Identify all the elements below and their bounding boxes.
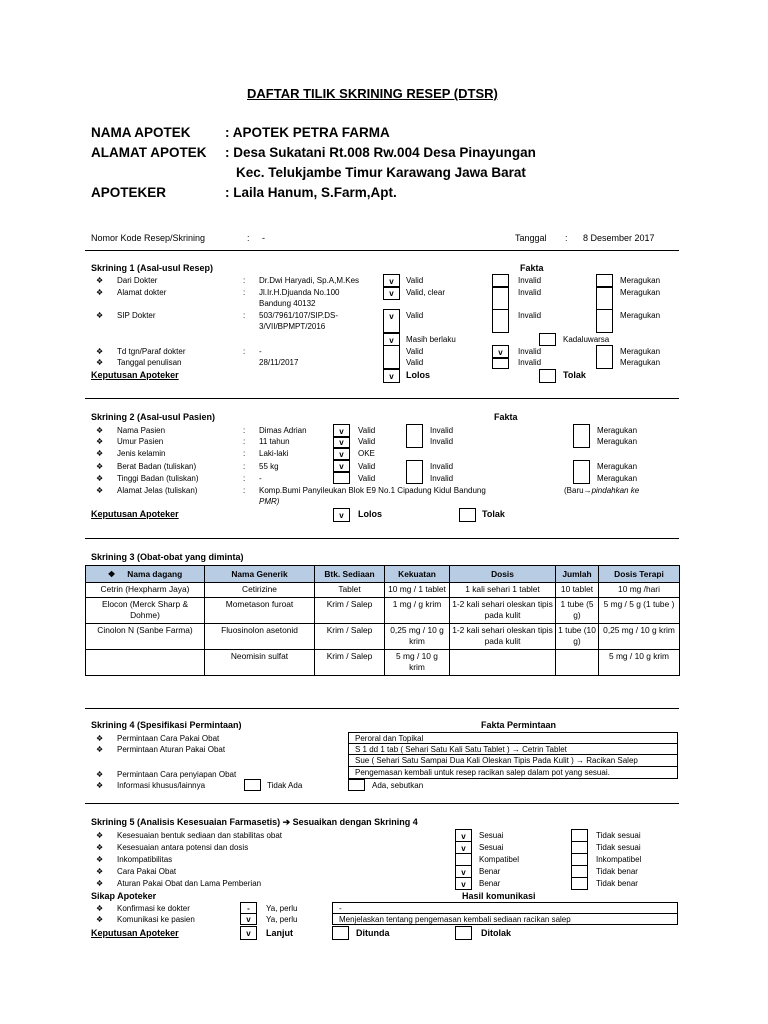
checkbox-benar[interactable]: v — [455, 865, 472, 878]
bullet-icon: ❖ — [96, 843, 104, 852]
table-cell: Neomisin sulfat — [205, 649, 315, 675]
fakta-aturan-pakai-1: S 1 dd 1 tab ( Sehari Satu Kali Satu Tablet ) → Cetrin Tablet — [348, 743, 678, 755]
s1-invalid: Invalid — [518, 276, 542, 285]
table-row — [86, 597, 680, 623]
checkbox-kadaluwarsa[interactable] — [539, 333, 556, 346]
s1-meragukan: Meragukan — [620, 276, 661, 285]
s2-label: Berat Badan (tuliskan) — [117, 462, 197, 471]
s1-colon: : — [243, 288, 246, 297]
checkbox-valid[interactable]: v — [383, 286, 400, 300]
table-cell: 1-2 kali sehari oleskan tipis pada kulit — [450, 597, 556, 623]
table-cell: 0,25 mg / 10 g krim — [599, 623, 680, 649]
table-cell: 1 kali sehari 1 tablet — [450, 583, 556, 598]
table-cell: Krim / Salep — [315, 623, 385, 649]
s2-lolos: Lolos — [358, 509, 382, 519]
s5-heading: Skrining 5 (Analisis Kesesuaian Farmasetis) ➔ Sesuaikan dengan Skrining 4 — [91, 817, 418, 827]
tanggal-colon: : — [565, 233, 568, 243]
s1-value-2: 3/VII/BPMPT/2016 — [259, 322, 326, 331]
s2-meragukan: Meragukan — [597, 426, 638, 435]
s3-heading: Skrining 3 (Obat-obat yang diminta) — [91, 552, 244, 562]
konfirmasi-label: Konfirmasi ke dokter — [117, 904, 190, 913]
checkbox-tidak-ada[interactable] — [244, 779, 261, 791]
bullet-icon: ❖ — [96, 770, 104, 779]
s1-valid: Valid — [406, 311, 424, 320]
arrow-right-icon: → — [576, 756, 585, 765]
s2-invalid: Invalid — [430, 426, 454, 435]
s2-value: - — [259, 474, 262, 483]
checkbox-invalid[interactable]: v — [492, 345, 509, 358]
checkbox-meragukan[interactable] — [596, 286, 613, 310]
s2-value-2: PMR) — [259, 497, 280, 506]
table-header: Kekuatan — [385, 566, 450, 583]
table-cell: Krim / Salep — [315, 649, 385, 675]
s2-value: 55 kg — [259, 462, 279, 471]
s5-label: Kesesuaian antara potensi dan dosis — [117, 843, 249, 852]
checkbox-ditolak[interactable] — [455, 926, 472, 940]
bullet-icon: ❖ — [96, 745, 104, 754]
s2-label: Jenis kelamin — [117, 449, 166, 458]
bullet-icon: ❖ — [96, 474, 104, 483]
s5-lanjut: Lanjut — [266, 928, 293, 938]
fakta-aturan-pakai-2: Sue ( Sehari Satu Sampai Dua Kali Oleskan Tipis Pada Kulit ) → Racikan Salep — [348, 754, 678, 767]
s2-valid: Valid — [358, 474, 376, 483]
s1-label: Td tgn/Paraf dokter — [117, 347, 186, 356]
s1-label: SIP Dokter — [117, 311, 156, 320]
s5-c1: Benar — [479, 867, 501, 876]
s2-meragukan: Meragukan — [597, 462, 638, 471]
s2-colon: : — [243, 437, 246, 446]
s2-fakta: Fakta — [494, 412, 518, 422]
s5-c2: Tidak sesuai — [596, 843, 641, 852]
hasil-komunikasi: Hasil komunikasi — [462, 891, 536, 901]
bullet-icon: ❖ — [96, 437, 104, 446]
alamat-apotek-label: ALAMAT APOTEK — [91, 145, 207, 160]
s2-label: Alamat Jelas (tuliskan) — [117, 486, 198, 495]
checkbox-lanjut[interactable]: v — [240, 926, 257, 940]
s2-invalid: Invalid — [430, 462, 454, 471]
s2-label: Umur Pasien — [117, 437, 164, 446]
nama-apotek-value: : APOTEK PETRA FARMA — [225, 125, 390, 140]
checkbox-ditunda[interactable] — [332, 926, 349, 940]
sikap-apoteker: Sikap Apoteker — [91, 891, 157, 901]
checkbox-valid[interactable] — [383, 345, 400, 369]
s2-meragukan: Meragukan — [597, 437, 638, 446]
table-header: Btk. Sediaan — [315, 566, 385, 583]
checkbox-valid[interactable]: v — [383, 309, 400, 333]
checkbox-valid[interactable]: v — [333, 436, 350, 448]
s2-colon: : — [243, 426, 246, 435]
table-cell: Mometason furoat — [205, 597, 315, 623]
s4-label: Informasi khusus/lainnya — [117, 781, 206, 790]
checkbox-invalid[interactable] — [492, 358, 509, 369]
checkbox-valid[interactable]: v — [333, 460, 350, 472]
arrow-right-icon: → — [583, 486, 592, 495]
s5-label: Kesesuaian bentuk sediaan dan stabilitas obat — [117, 831, 283, 840]
s5-ditolak: Ditolak — [481, 928, 512, 938]
checkbox-oke[interactable]: v — [333, 448, 350, 460]
checkbox-meragukan[interactable] — [573, 460, 590, 484]
s1-meragukan: Meragukan — [620, 347, 661, 356]
s1-label: Dari Dokter — [117, 276, 158, 285]
bullet-icon: ❖ — [96, 879, 104, 888]
s1-lolos: Lolos — [406, 370, 430, 380]
checkbox-komunikasi[interactable]: v — [240, 913, 257, 925]
bullet-icon: ❖ — [96, 426, 104, 435]
table-cell: Cetirizine — [205, 583, 315, 598]
checkbox-lolos[interactable]: v — [383, 369, 400, 383]
s1-invalid: Invalid — [518, 311, 542, 320]
bullet-icon: ❖ — [96, 855, 104, 864]
alamat-apotek-value-1: : Desa Sukatani Rt.008 Rw.004 Desa Pinayungan — [225, 145, 536, 160]
tanggal-label: Tanggal — [515, 233, 547, 243]
hasil-konfirmasi: - — [332, 902, 678, 914]
bullet-icon: ❖ — [96, 486, 104, 495]
table-cell: Tablet — [315, 583, 385, 598]
s1-value: 503/7961/107/SIP.DS- — [259, 311, 339, 320]
s1-masih-berlaku: Masih berlaku — [406, 335, 456, 344]
checkbox-tolak[interactable] — [539, 369, 556, 383]
s4-heading: Skrining 4 (Spesifikasi Permintaan) — [91, 720, 242, 730]
s2-tolak: Tolak — [482, 509, 505, 519]
table-row — [86, 649, 680, 675]
s1-invalid: Invalid — [518, 288, 542, 297]
checkbox-meragukan[interactable] — [596, 309, 613, 333]
bullet-icon: ❖ — [96, 288, 104, 297]
s1-value: Dr.Dwi Haryadi, Sp.A,M.Kes — [259, 276, 360, 285]
table-cell — [450, 649, 556, 675]
s1-colon: : — [243, 347, 246, 356]
checkbox-lolos[interactable]: v — [333, 508, 350, 522]
s2-value: Dimas Adrian — [259, 426, 307, 435]
checkbox-sesuai[interactable]: v — [455, 841, 472, 854]
apoteker-value: : Laila Hanum, S.Farm,Apt. — [225, 185, 397, 200]
s5-c2: Inkompatibel — [596, 855, 642, 864]
s4-label: Permintaan Cara Pakai Obat — [117, 734, 220, 743]
s5-label: Cara Pakai Obat — [117, 867, 177, 876]
s2-meragukan: Meragukan — [597, 474, 638, 483]
s1-invalid: Invalid — [518, 347, 542, 356]
bullet-icon: ❖ — [96, 462, 104, 471]
s1-label: Tanggal penulisan — [117, 358, 182, 367]
bullet-icon: ❖ — [96, 276, 104, 285]
fakta-cara-pakai: Peroral dan Topikal — [348, 732, 678, 744]
bullet-icon: ❖ — [96, 734, 104, 743]
s1-colon: : — [243, 276, 246, 285]
nomor-value: - — [262, 233, 265, 243]
s1-valid: Valid, clear — [406, 288, 445, 297]
page-title: DAFTAR TILIK SKRINING RESEP (DTSR) — [247, 86, 498, 101]
s2-baru: (Baru→pindahkan ke — [564, 486, 640, 495]
checkbox-valid[interactable] — [333, 472, 350, 484]
table-header: Dosis Terapi — [599, 566, 680, 583]
s4-label: Permintaan Cara penyiapan Obat — [117, 770, 237, 779]
checkbox-meragukan[interactable] — [596, 345, 613, 369]
s2-invalid: Invalid — [430, 474, 454, 483]
s5-label: Aturan Pakai Obat dan Lama Pemberian — [117, 879, 262, 888]
s1-invalid: Invalid — [518, 358, 542, 367]
s5-c1: Sesuai — [479, 831, 504, 840]
s5-c1: Benar — [479, 879, 501, 888]
bullet-icon: ❖ — [96, 781, 104, 790]
table-header: Nama Generik — [205, 566, 315, 583]
arrow-right-icon: → — [511, 745, 520, 754]
s5-c1: Kompatibel — [479, 855, 520, 864]
s1-value: 28/11/2017 — [259, 358, 299, 367]
s5-c1: Sesuai — [479, 843, 504, 852]
alamat-apotek-value-2: Kec. Telukjambe Timur Karawang Jawa Barat — [236, 165, 526, 180]
s2-colon: : — [243, 449, 246, 458]
s5-c2: Tidak benar — [596, 879, 638, 888]
s2-label: Tinggi Badan (tuliskan) — [117, 474, 199, 483]
checkbox-tidak-benar[interactable] — [571, 877, 588, 890]
table-cell — [86, 649, 205, 675]
s2-value: Laki-laki — [259, 449, 289, 458]
s1-valid: Valid — [406, 276, 424, 285]
s1-valid: Valid — [406, 347, 424, 356]
s5-ditunda: Ditunda — [356, 928, 390, 938]
bullet-icon: ❖ — [96, 358, 104, 367]
table-cell: 0,25 mg / 10 g krim — [385, 623, 450, 649]
s1-value: Jl.Ir.H.Djuanda No.100 — [259, 288, 340, 297]
nama-apotek-label: NAMA APOTEK — [91, 125, 191, 140]
divider — [85, 398, 679, 399]
s2-oke: OKE — [358, 449, 375, 458]
s2-valid: Valid — [358, 426, 376, 435]
s5-c2: Tidak sesuai — [596, 831, 641, 840]
s1-value: - — [259, 347, 262, 356]
s5-keputusan: Keputusan Apoteker — [91, 928, 179, 938]
s2-keputusan: Keputusan Apoteker — [91, 509, 179, 519]
fakta-cara-penyiapan: Pengemasan kembali untuk resep racikan salep dalam pot yang sesuai. — [348, 766, 678, 779]
s2-value: Komp.Bumi Panyileukan Blok E9 No.1 Cipadung Kidul Bandung — [259, 486, 486, 495]
bullet-icon: ❖ — [107, 569, 116, 579]
checkbox-invalid[interactable] — [406, 424, 423, 448]
table-cell — [556, 649, 599, 675]
table-header: Dosis — [450, 566, 556, 583]
s1-fakta: Fakta — [520, 263, 544, 273]
checkbox-invalid[interactable] — [492, 286, 509, 310]
s1-keputusan: Keputusan Apoteker — [91, 370, 179, 380]
komunikasi-ya: Ya, perlu — [266, 915, 298, 924]
divider — [85, 250, 679, 251]
s2-label: Nama Pasien — [117, 426, 166, 435]
obat-table — [85, 565, 680, 676]
checkbox-sesuai[interactable]: v — [455, 829, 472, 842]
s5-c2: Tidak benar — [596, 867, 638, 876]
table-cell: Fluosinolon asetonid — [205, 623, 315, 649]
table-cell: 1 tube (5 g) — [556, 597, 599, 623]
s1-meragukan: Meragukan — [620, 288, 661, 297]
s4-tidak-ada: Tidak Ada — [267, 781, 303, 790]
s5-label: Inkompatibilitas — [117, 855, 173, 864]
table-cell: Cinolon N (Sanbe Farma) — [86, 623, 205, 649]
checkbox-benar[interactable]: v — [455, 877, 472, 890]
bullet-icon: ❖ — [96, 449, 104, 458]
table-cell: Cetrin (Hexpharm Jaya) — [86, 583, 205, 598]
s1-label: Alamat dokter — [117, 288, 167, 297]
s1-meragukan: Meragukan — [620, 358, 661, 367]
table-header: Jumlah — [556, 566, 599, 583]
divider — [85, 803, 679, 804]
bullet-icon: ❖ — [96, 915, 104, 924]
checkbox-konfirmasi[interactable]: - — [240, 902, 257, 914]
table-cell: Krim / Salep — [315, 597, 385, 623]
table-header: ❖ Nama dagang — [86, 566, 205, 583]
s2-colon: : — [243, 486, 246, 495]
bullet-icon: ❖ — [96, 904, 104, 913]
table-cell: 5 mg / 5 g (1 tube ) — [599, 597, 680, 623]
bullet-icon: ❖ — [96, 347, 104, 356]
s2-valid: Valid — [358, 462, 376, 471]
table-cell: 1 mg / g krim — [385, 597, 450, 623]
hasil-komunikasi-pasien: Menjelaskan tentang pengemasan kembali sediaan racikan salep — [332, 913, 678, 925]
table-cell: 5 mg / 10 g krim — [385, 649, 450, 675]
s2-heading: Skrining 2 (Asal-usul Pasien) — [91, 412, 216, 422]
checkbox-meragukan[interactable] — [573, 424, 590, 448]
s1-kadaluwarsa: Kadaluwarsa — [563, 335, 610, 344]
s1-valid: Valid — [406, 358, 424, 367]
nomor-colon: : — [247, 233, 250, 243]
nomor-label: Nomor Kode Resep/Skrining — [91, 233, 206, 243]
s2-valid: Valid — [358, 437, 376, 446]
tanggal-value: 8 Desember 2017 — [583, 233, 655, 243]
s4-label: Permintaan Aturan Pakai Obat — [117, 745, 226, 754]
table-cell: 1-2 kali sehari oleskan tipis pada kulit — [450, 623, 556, 649]
table-cell: Elocon (Merck Sharp & Dohme) — [86, 597, 205, 623]
table-header-row — [86, 566, 680, 583]
table-row — [86, 583, 680, 598]
s1-meragukan: Meragukan — [620, 311, 661, 320]
table-cell: 10 tablet — [556, 583, 599, 598]
bullet-icon: ❖ — [96, 831, 104, 840]
table-cell: 10 mg /hari — [599, 583, 680, 598]
checkbox-valid[interactable]: v — [383, 274, 400, 288]
s2-value: 11 tahun — [259, 437, 290, 446]
checkbox-valid[interactable]: v — [333, 424, 350, 438]
divider — [85, 538, 679, 539]
s2-invalid: Invalid — [430, 437, 454, 446]
s2-colon: : — [243, 462, 246, 471]
table-cell: 1 tube (10 g) — [556, 623, 599, 649]
s4-fakta: Fakta Permintaan — [481, 720, 557, 730]
konfirmasi-ya: Ya, perlu — [266, 904, 298, 913]
table-cell: 10 mg / 1 tablet — [385, 583, 450, 598]
bullet-icon: ❖ — [96, 867, 104, 876]
s1-heading: Skrining 1 (Asal-usul Resep) — [91, 263, 214, 273]
bold-arrow-icon: ➔ — [282, 817, 291, 827]
s1-value-2: Bandung 40132 — [259, 299, 316, 308]
s1-colon: : — [243, 311, 246, 320]
checkbox-masih-berlaku[interactable]: v — [383, 333, 400, 346]
komunikasi-label: Komunikasi ke pasien — [117, 915, 195, 924]
checkbox-invalid[interactable] — [492, 309, 509, 333]
table-row — [86, 623, 680, 649]
checkbox-tolak[interactable] — [459, 508, 476, 522]
divider — [85, 708, 679, 709]
bullet-icon: ❖ — [96, 311, 104, 320]
s2-colon: : — [243, 474, 246, 483]
table-cell: 5 mg / 10 g krim — [599, 649, 680, 675]
apoteker-label: APOTEKER — [91, 185, 167, 200]
checkbox-ada[interactable] — [348, 779, 365, 791]
s1-tolak: Tolak — [563, 370, 586, 380]
s4-ada: Ada, sebutkan — [372, 781, 424, 790]
checkbox-invalid[interactable] — [406, 460, 423, 484]
